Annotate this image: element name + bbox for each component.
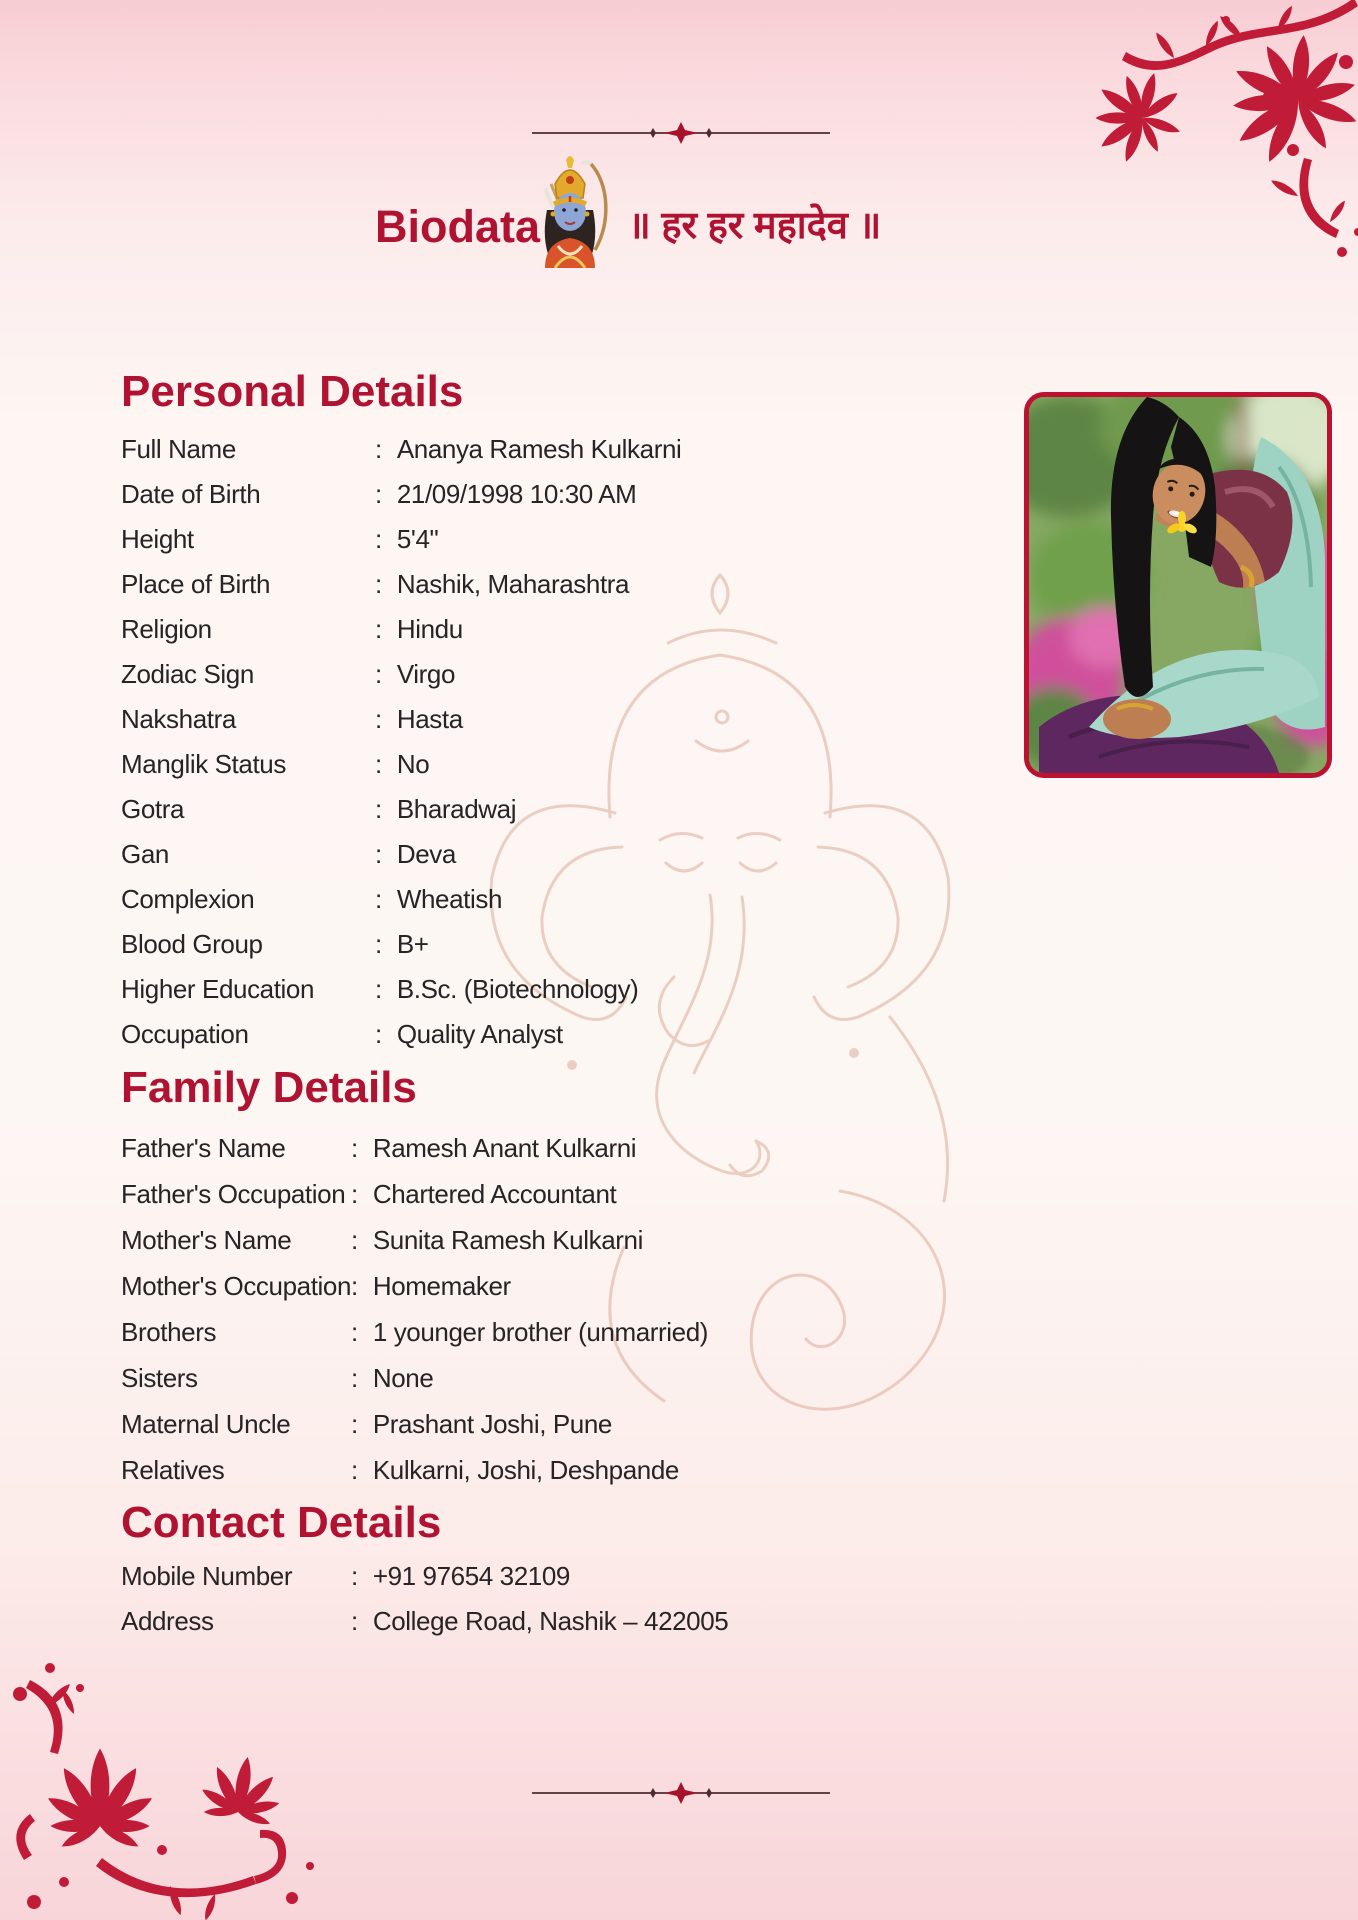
detail-row xyxy=(121,1554,728,1599)
colon-separator: : xyxy=(375,569,382,599)
detail-label: Religion xyxy=(121,614,212,644)
detail-value: Sunita Ramesh Kulkarni xyxy=(372,1225,643,1255)
colon-separator: : xyxy=(375,749,382,779)
detail-label: Occupation xyxy=(121,1019,249,1049)
section-heading-contact: Contact Details xyxy=(121,1498,442,1547)
detail-value: Virgo xyxy=(396,659,456,689)
section-heading-personal: Personal Details xyxy=(121,367,464,416)
detail-label: Place of Birth xyxy=(121,569,271,599)
detail-label: Nakshatra xyxy=(121,704,236,734)
colon-separator: : xyxy=(351,1317,358,1347)
detail-label: Mother's Occupation xyxy=(121,1271,352,1301)
detail-value: Kulkarni, Joshi, Deshpande xyxy=(372,1455,679,1485)
detail-row xyxy=(121,1125,708,1171)
detail-label: Manglik Status xyxy=(121,749,286,779)
detail-value: B.Sc. (Biotechnology) xyxy=(396,974,639,1004)
mantra-text: ॥ हर हर महादेव ॥ xyxy=(628,205,882,247)
detail-value: Hasta xyxy=(396,704,463,734)
detail-row xyxy=(121,427,681,472)
detail-label: Sisters xyxy=(121,1363,198,1393)
detail-value: Hindu xyxy=(396,614,463,644)
colon-separator: : xyxy=(375,659,382,689)
detail-row xyxy=(121,1217,708,1263)
detail-label: Father's Name xyxy=(121,1133,286,1163)
detail-label: Height xyxy=(121,524,194,554)
detail-row xyxy=(121,562,681,607)
colon-separator: : xyxy=(351,1271,358,1301)
detail-row xyxy=(121,1263,708,1309)
personal-details-list xyxy=(121,427,681,1057)
footer-divider xyxy=(532,1782,830,1804)
detail-value: None xyxy=(372,1363,434,1393)
detail-row xyxy=(121,652,681,697)
colon-separator: : xyxy=(375,1019,382,1049)
detail-label: Father's Occupation xyxy=(121,1179,346,1209)
detail-value: No xyxy=(396,749,430,779)
detail-label: Brothers xyxy=(121,1317,217,1347)
floral-corner-bottom-left-icon xyxy=(0,1654,322,1920)
detail-value: Ramesh Anant Kulkarni xyxy=(372,1133,637,1163)
detail-value: Chartered Accountant xyxy=(372,1179,617,1209)
detail-value: 21/09/1998 10:30 AM xyxy=(396,479,637,509)
detail-label: Mother's Name xyxy=(121,1225,292,1255)
detail-value: Deva xyxy=(396,839,456,869)
family-details-list xyxy=(121,1125,708,1493)
colon-separator: : xyxy=(375,479,382,509)
detail-label: Maternal Uncle xyxy=(121,1409,291,1439)
detail-label: Full Name xyxy=(121,434,236,464)
detail-label: Blood Group xyxy=(121,929,263,959)
detail-value: 1 younger brother (unmarried) xyxy=(372,1317,709,1347)
detail-label: Address xyxy=(121,1606,214,1636)
colon-separator: : xyxy=(375,524,382,554)
detail-value: Bharadwaj xyxy=(396,794,517,824)
detail-label: Higher Education xyxy=(121,974,315,1004)
detail-label: Date of Birth xyxy=(121,479,261,509)
colon-separator: : xyxy=(375,974,382,1004)
colon-separator: : xyxy=(375,704,382,734)
detail-value: Prashant Joshi, Pune xyxy=(372,1409,612,1439)
detail-value: Wheatish xyxy=(396,884,503,914)
detail-value: Homemaker xyxy=(372,1271,511,1301)
contact-details-list xyxy=(121,1554,728,1644)
detail-value: College Road, Nashik – 422005 xyxy=(372,1606,729,1636)
colon-separator: : xyxy=(375,434,382,464)
colon-separator: : xyxy=(375,839,382,869)
header-divider xyxy=(532,122,830,144)
detail-row xyxy=(121,607,681,652)
four-point-star-icon xyxy=(664,1782,698,1804)
detail-row xyxy=(121,787,681,832)
detail-row xyxy=(121,697,681,742)
colon-separator: : xyxy=(375,794,382,824)
detail-value: Nashik, Maharashtra xyxy=(396,569,630,599)
detail-row xyxy=(121,877,681,922)
colon-separator: : xyxy=(375,614,382,644)
detail-value: Quality Analyst xyxy=(396,1019,563,1049)
detail-label: Complexion xyxy=(121,884,255,914)
floral-corner-top-right-icon xyxy=(1046,0,1358,262)
colon-separator: : xyxy=(351,1133,358,1163)
detail-row xyxy=(121,1599,728,1644)
detail-row xyxy=(121,1355,708,1401)
four-point-star-icon xyxy=(664,122,698,144)
section-heading-family: Family Details xyxy=(121,1063,417,1112)
colon-separator: : xyxy=(351,1561,358,1591)
colon-separator: : xyxy=(351,1179,358,1209)
detail-row xyxy=(121,472,681,517)
detail-value: +91 97654 32109 xyxy=(372,1561,570,1591)
page-title: Biodata xyxy=(375,201,541,252)
detail-row xyxy=(121,742,681,787)
profile-photo xyxy=(1024,392,1332,778)
detail-row xyxy=(121,832,681,877)
detail-value: B+ xyxy=(396,929,429,959)
detail-row xyxy=(121,967,681,1012)
detail-row xyxy=(121,1171,708,1217)
colon-separator: : xyxy=(351,1455,358,1485)
detail-label: Mobile Number xyxy=(121,1561,293,1591)
detail-row xyxy=(121,1401,708,1447)
bride-photo-illustration xyxy=(1029,397,1327,773)
detail-row xyxy=(121,1447,708,1493)
colon-separator: : xyxy=(375,929,382,959)
colon-separator: : xyxy=(375,884,382,914)
detail-row xyxy=(121,517,681,562)
detail-value: Ananya Ramesh Kulkarni xyxy=(396,434,682,464)
detail-label: Gotra xyxy=(121,794,185,824)
colon-separator: : xyxy=(351,1363,358,1393)
detail-row xyxy=(121,1012,681,1057)
detail-label: Zodiac Sign xyxy=(121,659,254,689)
detail-value: 5'4" xyxy=(396,524,439,554)
detail-row xyxy=(121,922,681,967)
colon-separator: : xyxy=(351,1225,358,1255)
colon-separator: : xyxy=(351,1606,358,1636)
detail-label: Relatives xyxy=(121,1455,225,1485)
lord-rama-icon xyxy=(525,150,615,268)
colon-separator: : xyxy=(351,1409,358,1439)
detail-row xyxy=(121,1309,708,1355)
detail-label: Gan xyxy=(121,839,169,869)
